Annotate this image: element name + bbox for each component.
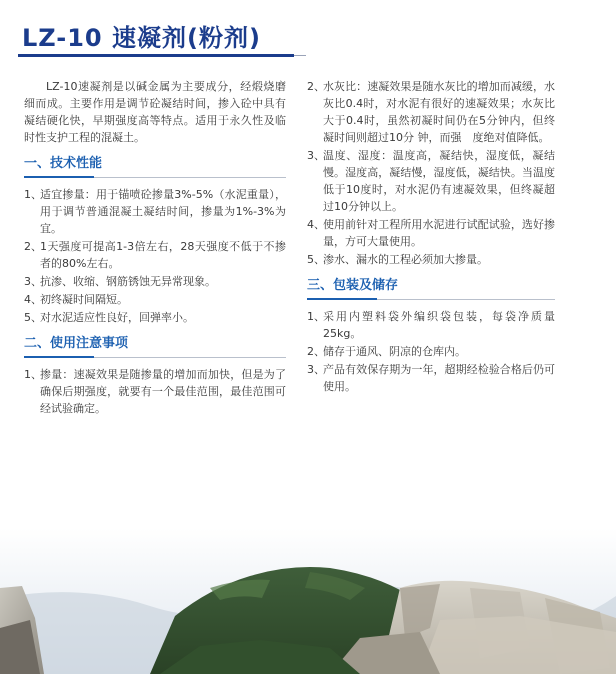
list-item	[307, 343, 555, 360]
right-column	[307, 78, 555, 403]
section-underline	[94, 177, 286, 178]
list-item	[307, 361, 555, 395]
list-text: 对水泥适应性良好，回弹率小。	[40, 311, 194, 324]
list-number: 5、	[24, 311, 42, 324]
section-underline	[377, 299, 555, 300]
list-number: 5、	[307, 253, 325, 266]
intro-paragraph: LZ-10速凝剂是以碱金属为主要成分，经煅烧磨细而成。主要作用是调节砼凝结时间，掺入砼中具有凝结硬化快，早期强度高等特点。适用于永久性及临时性支护工程的混凝土。	[24, 80, 286, 144]
list-item	[307, 78, 555, 146]
list-text: 1天强度可提高1-3倍左右，28天强度不低于不掺者的80%左右。	[40, 240, 286, 270]
section-header-packaging	[307, 276, 555, 306]
list-number: 2、	[307, 345, 325, 358]
section-underline-accent	[307, 298, 377, 300]
list-number: 3、	[307, 363, 325, 376]
title-underline	[18, 54, 294, 57]
list-text: 使用前针对工程所用水泥进行试配试验，选好掺量，方可大量使用。	[323, 218, 555, 248]
section-underline	[94, 357, 286, 358]
list-text: 采用内塑料袋外编织袋包装，每袋净质量25kg。	[323, 310, 555, 340]
list-item	[24, 309, 286, 326]
list-number: 3、	[24, 275, 42, 288]
list-item	[307, 251, 555, 268]
list-text: 渗水、漏水的工程必须加大掺量。	[323, 253, 488, 266]
list-text: 产品有效保存期为一年，超期经检验合格后仍可使用。	[323, 363, 555, 393]
list-text: 初终凝时间隔短。	[40, 293, 128, 306]
list-number: 4、	[24, 293, 42, 306]
list-text: 抗渗、收缩、钢筋锈蚀无异常现象。	[40, 275, 216, 288]
packaging-list	[307, 308, 555, 395]
title-underline-tail	[294, 55, 306, 56]
list-text: 储存于通风、阴凉的仓库内。	[323, 345, 466, 358]
list-number: 1、	[24, 188, 42, 201]
list-text: 温度、湿度：温度高，凝结快，湿度低，凝结慢。湿度高，凝结慢，湿度低，凝结快。当温度低于10度时，对水泥仍有速凝效果，但终凝超过10分钟以上。	[323, 149, 555, 213]
list-text: 掺量：速凝效果是随掺量的增加而加快，但是为了确保后期强度，就要有一个最佳范围，最佳范围可经试验确定。	[40, 368, 286, 415]
section-heading: 一、技术性能	[24, 156, 103, 171]
list-number: 3、	[307, 149, 325, 162]
left-column	[24, 78, 286, 425]
list-item	[24, 366, 286, 417]
section-heading: 三、包装及储存	[307, 278, 399, 293]
list-number: 2、	[307, 80, 325, 93]
list-number: 2、	[24, 240, 42, 253]
section-header-usage	[24, 334, 286, 364]
page-title: LZ-10 速凝剂(粉剂)	[22, 24, 261, 52]
usage-list-part1	[24, 366, 286, 417]
list-item	[307, 308, 555, 342]
list-item	[24, 273, 286, 290]
section-underline-accent	[24, 356, 94, 358]
performance-list	[24, 186, 286, 326]
list-item	[24, 186, 286, 237]
list-item	[307, 216, 555, 250]
list-number: 4、	[307, 218, 325, 231]
list-item	[307, 147, 555, 215]
usage-list-part2	[307, 78, 555, 268]
list-item	[24, 238, 286, 272]
list-item	[24, 291, 286, 308]
section-header-performance	[24, 154, 286, 184]
mountain-slope-photo	[0, 528, 616, 674]
section-underline-accent	[24, 176, 94, 178]
section-heading: 二、使用注意事项	[24, 336, 129, 351]
list-number: 1、	[307, 310, 325, 323]
list-number: 1、	[24, 368, 42, 381]
list-text: 水灰比：速凝效果是随水灰比的增加而减缓，水灰比0.4时，对水泥有很好的速凝效果；水灰比大于0.4时，虽然初凝时间仍在5分钟内，但终凝时间则超过10分 钟，而强 度绝对值降低。	[323, 80, 555, 144]
list-text: 适宜掺量：用于锚喷砼掺量3%-5%（水泥重量），用于调节普通混凝土凝结时间，掺量为1%-3%为宜。	[40, 188, 286, 235]
